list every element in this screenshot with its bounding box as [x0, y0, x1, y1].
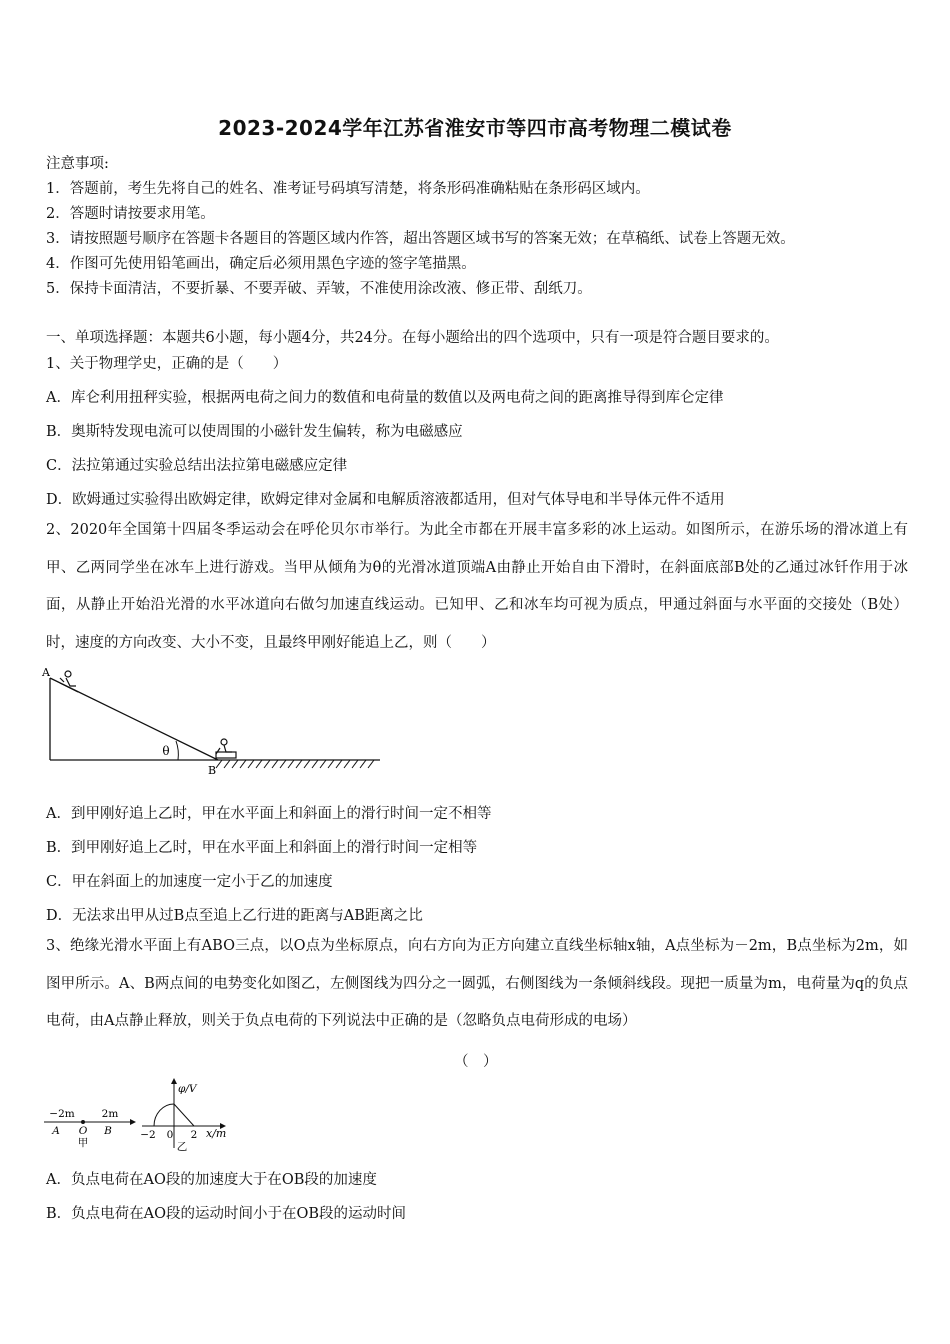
question-1-option-a: A．库仑利用扭秤实验，根据两电荷之间力的数值和电荷量的数值以及两电荷之间的距离推导得到库仑定律: [46, 390, 724, 406]
question-2-option-a: A．到甲刚好追上乙时，甲在水平面上和斜面上的滑行时间一定不相等: [46, 806, 492, 822]
yi-caption: 乙: [176, 1141, 188, 1152]
question-3-stem: 3、绝缘光滑水平面上有ABO三点，以O点为坐标原点，向右方向为正方向建立直线坐标轴x轴，A点坐标为－2m，B点坐标为2m，如图甲所示。A、B两点间的电势变化如图乙，左侧图线为四分之一圆弧，右侧图线为一条倾斜线段。现把一质量为m，电荷量为q的负点电荷，由A点静止释放，则关于负点电荷的下列说法中正确的是（忽略负点电荷形成的电场）: [46, 938, 908, 1029]
question-2-stem: 2、2020年全国第十四届冬季运动会在呼伦贝尔市举行。为此全市都在开展丰富多彩的冰上运动。如图所示，在游乐场的滑冰道上有甲、乙两同学坐在冰车上进行游戏。当甲从倾角为θ的光滑冰道顶端A由静止开始自由下滑时，在斜面底部B处的乙通过冰钎作用于冰面，从静止开始沿光滑的水平冰道向右做匀加速直线运动。已知甲、乙和冰车均可视为质点，甲通过斜面与水平面的交接处（B处）时，速度的方向改变、大小不变，且最终甲刚好能追上乙，则（ ）: [46, 522, 908, 651]
jia-caption: 甲: [77, 1137, 89, 1149]
jia-point-a: A: [52, 1125, 60, 1137]
question-2-option-d: D．无法求出甲从过B点至追上乙行进的距离与AB距离之比: [46, 908, 423, 924]
question-1-stem: 1、关于物理学史，正确的是（ ）: [46, 356, 288, 372]
question-2-option-b: B．到甲刚好追上乙时，甲在水平面上和斜面上的滑行时间一定相等: [46, 840, 478, 856]
question-1-option-b: B．奥斯特发现电流可以使周围的小磁针发生偏转，称为电磁感应: [46, 424, 463, 440]
question-3-option-b: B．负点电荷在AO段的运动时间小于在OB段的运动时间: [46, 1206, 407, 1222]
question-2-option-c: C．甲在斜面上的加速度一定小于乙的加速度: [46, 874, 333, 890]
notice-heading: 注意事项:: [46, 156, 109, 172]
section-heading: 一、单项选择题：本题共6小题，每小题4分，共24分。在每小题给出的四个选项中，只有一项是符合题目要求的。: [46, 330, 779, 346]
jia-point-o: O: [78, 1125, 88, 1137]
yi-xaxis-label: x/m: [206, 1127, 227, 1140]
figure-jia-number-line: [40, 1100, 140, 1150]
question-3-paren: （ ）: [454, 1054, 498, 1070]
notice-item: 4．作图可先使用铅笔画出，确定后必须用黑色字迹的签字笔描黑。: [46, 256, 476, 272]
yi-tick-zero: 0: [166, 1129, 174, 1141]
notice-item: 3．请按照题号顺序在答题卡各题目的答题区域内作答，超出答题区域书写的答案无效；在草稿纸、试卷上答题无效。: [46, 231, 795, 247]
question-1-option-d: D．欧姆通过实验得出欧姆定律，欧姆定律对金属和电解质溶液都适用，但对气体导电和半导体元件不适用: [46, 492, 725, 508]
yi-tick-neg: −2: [140, 1129, 156, 1141]
jia-right-label: 2m: [101, 1108, 119, 1120]
label-b: B: [207, 764, 217, 777]
jia-point-b: B: [104, 1125, 112, 1137]
notice-item: 5．保持卡面清洁，不要折暴、不要弄破、弄皱，不准使用涂改液、修正带、刮纸刀。: [46, 281, 592, 297]
sled-jia-icon: [60, 671, 78, 692]
notice-item: 2．答题时请按要求用笔。: [46, 206, 215, 222]
page-title: 2023-2024学年江苏省淮安市等四市高考物理二模试卷: [218, 116, 732, 140]
label-theta: θ: [162, 744, 170, 758]
question-3-option-a: A．负点电荷在AO段的加速度大于在OB段的加速度: [46, 1172, 377, 1188]
yi-tick-pos: 2: [190, 1129, 198, 1141]
notice-item: 1．答题前，考生先将自己的姓名、准考证号码填写清楚，将条形码准确粘贴在条形码区域内。: [46, 181, 650, 197]
label-a: A: [42, 666, 50, 679]
sled-yi-icon: [216, 739, 236, 758]
incline-figure: [40, 664, 390, 779]
yi-yaxis-label: φ/V: [178, 1083, 197, 1095]
question-1-option-c: C．法拉第通过实验总结出法拉第电磁感应定律: [46, 458, 348, 474]
figure-yi-potential-graph: [138, 1078, 238, 1152]
jia-left-label: −2m: [49, 1108, 75, 1120]
